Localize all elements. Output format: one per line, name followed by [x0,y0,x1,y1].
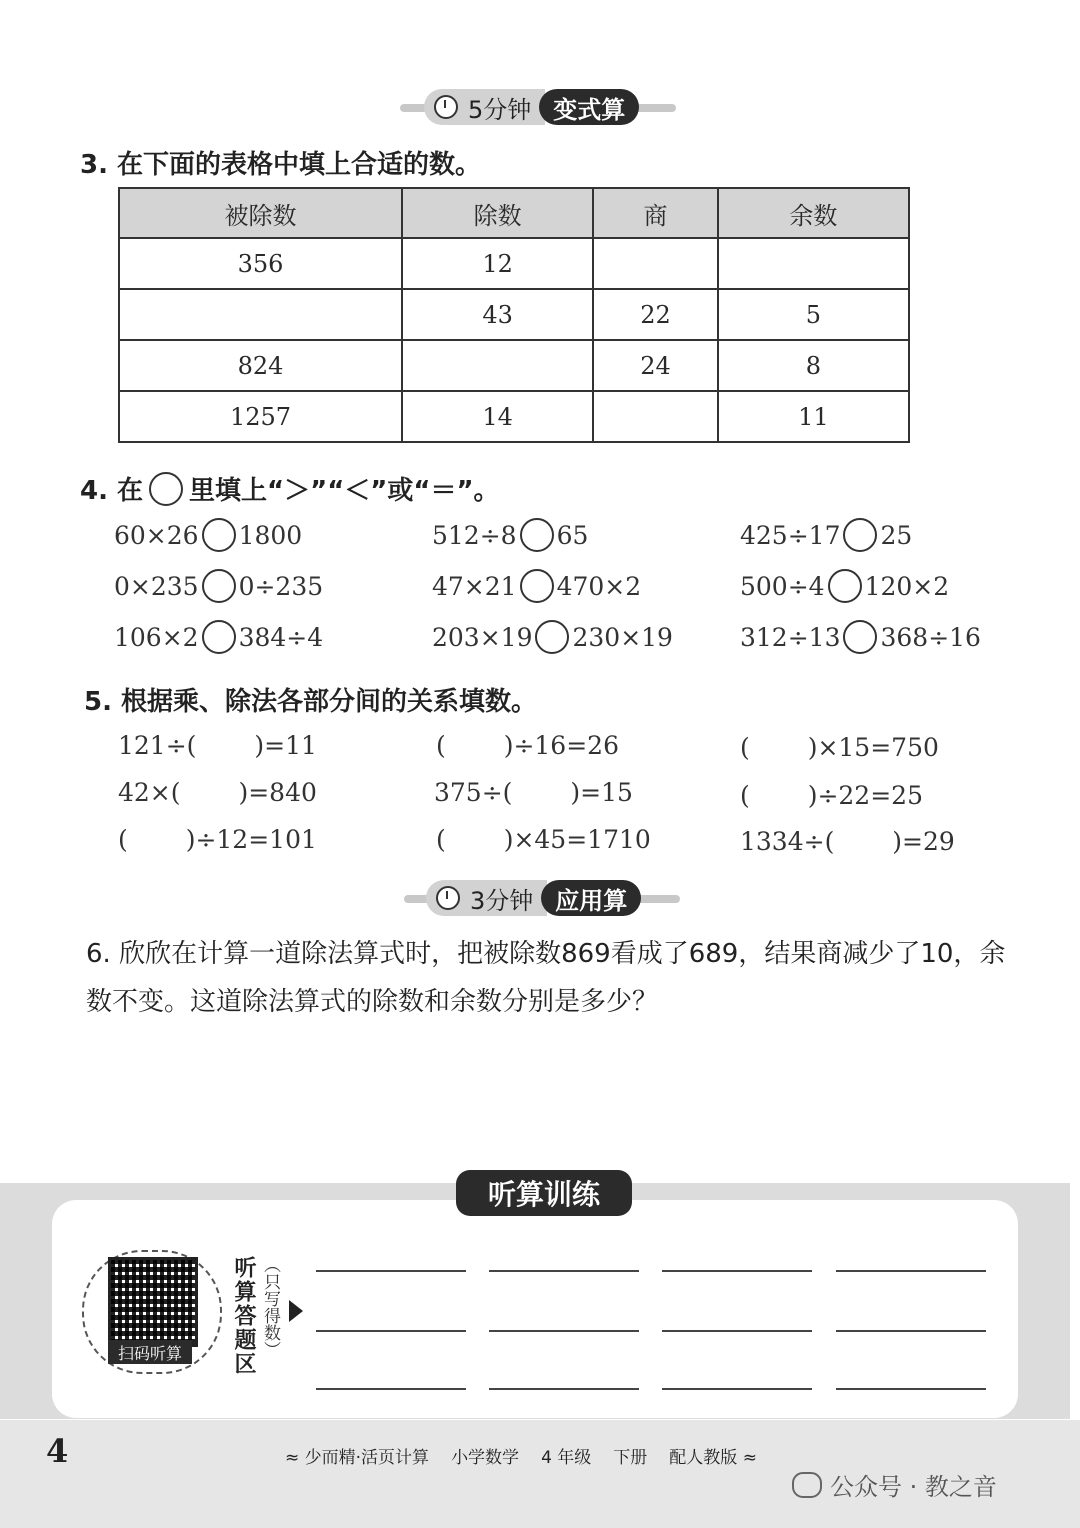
expr-left: 106×2 [114,622,199,652]
expr-right: 230×19 [572,622,673,652]
compare-item [740,518,912,552]
answer-line[interactable] [662,1270,812,1272]
answer-circle[interactable] [520,569,554,603]
section-banner-variant [400,89,676,125]
expr-left: 203×19 [432,622,533,652]
expr-right: 0÷235 [238,571,324,601]
qr-label: 扫码听算 [108,1340,192,1364]
table-header-row [119,188,909,238]
table-cell: 14 [402,391,593,442]
expr-left: 512÷8 [432,520,517,550]
clock-icon [434,95,458,119]
answer-circle[interactable] [202,569,236,603]
table-row [119,289,909,340]
footer-grade: 4 年级 [541,1448,592,1468]
question-3-title: 3. 在下面的表格中填上合适的数。 [80,150,482,180]
table-header: 被除数 [119,188,402,238]
question-4-suffix: 里填上“＞”“＜”或“＝”。 [189,476,500,506]
table-row [119,391,909,442]
answer-circle[interactable] [520,518,554,552]
table-row [119,340,909,391]
expr-right: 384÷4 [238,622,324,652]
answer-line[interactable] [489,1388,639,1390]
compare-item [432,620,673,654]
fill-item: 42×( )=840 [118,778,317,807]
arrow-right-icon [289,1300,303,1322]
table-cell-blank [718,238,909,289]
answer-area-label: 听算答题区 [231,1256,256,1376]
qr-code-icon[interactable] [108,1257,198,1347]
fill-item: ( )×45=1710 [436,825,651,854]
table-cell: 12 [402,238,593,289]
table-cell: 24 [593,340,717,391]
compare-item [432,518,588,552]
fill-item: 121÷( )=11 [118,731,317,760]
table-cell: 11 [718,391,909,442]
division-table [118,187,910,443]
table-row [119,238,909,289]
answer-line[interactable] [836,1270,986,1272]
table-cell: 8 [718,340,909,391]
expr-left: 60×26 [114,520,199,550]
expr-right: 470×2 [556,571,642,601]
compare-item [114,518,302,552]
expr-right: 120×2 [864,571,950,601]
answer-line[interactable] [316,1388,466,1390]
answer-line[interactable] [662,1388,812,1390]
table-cell-blank [119,289,402,340]
question-6-text: 6. 欣欣在计算一道除法算式时，把被除数869看成了689，结果商减少了10，余数不变。这道除法算式的除数和余数分别是多少？ [86,939,1006,1017]
fill-item: ( )÷12=101 [118,825,317,854]
circle-blank-icon [149,472,183,506]
answer-line[interactable] [836,1388,986,1390]
expr-left: 425÷17 [740,520,841,550]
answer-circle[interactable] [202,518,236,552]
answer-circle[interactable] [828,569,862,603]
table-header: 商 [593,188,717,238]
table-header: 余数 [718,188,909,238]
question-4-title [80,470,500,507]
expr-left: 0×235 [114,571,199,601]
table-cell-blank [593,238,717,289]
table-cell: 5 [718,289,909,340]
question-5-title: 5. 根据乘、除法各部分间的关系填数。 [84,687,538,717]
answer-area-note: （只写得数） [260,1256,280,1358]
expr-left: 500÷4 [740,571,825,601]
expr-right: 368÷16 [880,622,981,652]
answer-line[interactable] [836,1330,986,1332]
expr-left: 47×21 [432,571,517,601]
footer-info [285,1443,757,1468]
answer-line[interactable] [316,1270,466,1272]
fill-item: 375÷( )=15 [434,778,633,807]
watermark [792,1467,997,1502]
table-cell: 824 [119,340,402,391]
footer-series: ≈ 少而精·活页计算 [285,1448,430,1468]
listening-title: 听算训练 [456,1170,632,1216]
table-cell: 22 [593,289,717,340]
banner-label: 变式算 [553,95,626,124]
fill-item: ( )÷16=26 [436,731,619,760]
answer-circle[interactable] [202,620,236,654]
wechat-icon [792,1472,822,1498]
compare-item [432,569,641,603]
table-cell-blank [593,391,717,442]
fill-item: ( )×15=750 [740,733,939,762]
table-cell: 356 [119,238,402,289]
compare-item [114,620,323,654]
answer-line[interactable] [489,1270,639,1272]
expr-right: 25 [880,520,913,550]
banner-time: 3分钟 [470,886,534,915]
page-number: 4 [46,1432,69,1470]
section-banner-application [404,880,680,916]
table-cell: 1257 [119,391,402,442]
footer-subject: 小学数学 [451,1448,520,1468]
compare-item [114,569,323,603]
expr-right: 1800 [238,520,303,550]
question-4-prefix: 4. 在 [80,476,144,506]
compare-item [740,620,981,654]
answer-line[interactable] [662,1330,812,1332]
banner-label: 应用算 [555,886,628,915]
fill-item: 1334÷( )=29 [740,827,955,856]
footer-volume: 下册 [613,1448,648,1468]
table-cell-blank [402,340,593,391]
watermark-text: 公众号 · 教之音 [830,1473,997,1501]
banner-time: 5分钟 [468,95,532,124]
footer-edition: 配人教版 ≈ [669,1448,757,1468]
answer-circle[interactable] [535,620,569,654]
fill-item: ( )÷22=25 [740,781,923,810]
answer-line[interactable] [316,1330,466,1332]
compare-item [740,569,949,603]
answer-circle[interactable] [843,518,877,552]
answer-circle[interactable] [843,620,877,654]
table-cell: 43 [402,289,593,340]
table-header: 除数 [402,188,593,238]
expr-left: 312÷13 [740,622,841,652]
answer-line[interactable] [489,1330,639,1332]
clock-icon [436,886,460,910]
expr-right: 65 [556,520,589,550]
